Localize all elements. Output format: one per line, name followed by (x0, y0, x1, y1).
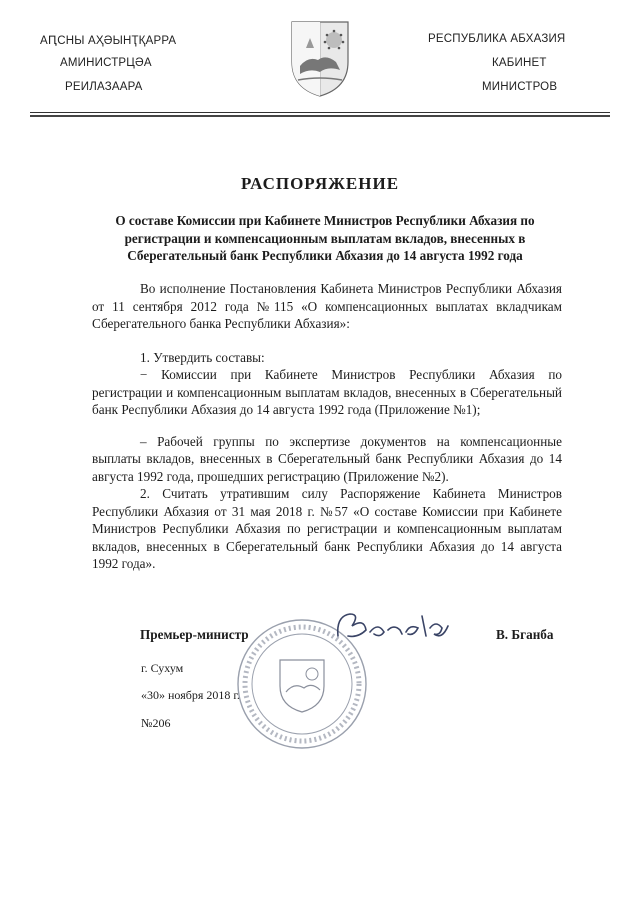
document-number: №206 (141, 716, 171, 730)
preamble-paragraph: Во исполнение Постановления Кабинета Министров Республики Абхазия от 11 сентября 2012 года №115 «О компенсационных выплатах вкладчикам Сберегательного банка Республики Абхазия»: (92, 281, 562, 331)
signature-scribble (330, 606, 470, 652)
document-subject: О составе Комиссии при Кабинете Министров Республики Абхазия по регистрации и компенсационным выплатам вкладов, внесенных в Сберегательный банк Республики Абхазия до 14 августа 1992 года (115, 213, 535, 263)
item-1-b: – Рабочей группы по экспертизе документов на компенсационные выплаты вкладов, внесенных в Сберегательный банк Республики Абхазия до 14 августа 1992 года, прошедших регистрацию (Приложение №2). (92, 433, 562, 484)
item-1-a: − Комиссии при Кабинете Министров Республики Абхазия по регистрации и компенсационным выплатам вкладов, внесенных в Сберегательный банк Республики Абхазия до 14 августа 1992 года (Приложение №1); (92, 367, 562, 417)
header-right-line-1: РЕСПУБЛИКА АБХАЗИЯ (428, 33, 566, 45)
header-right-line-3: МИНИСТРОВ (482, 81, 558, 93)
issue-city: г. Сухум (141, 661, 184, 675)
document-title: РАСПОРЯЖЕНИЕ (240, 174, 400, 193)
signatory-position: Премьер-министр (140, 627, 249, 642)
header-left-line-3: РЕИЛАЗААРА (65, 81, 143, 93)
item-1-heading: 1. Утвердить составы: (140, 349, 265, 365)
header-rule-top (30, 112, 610, 113)
item-2: 2. Считать утратившим силу Распоряжение Кабинета Министров Республики Абхазия от 31 мая 2018 г. №57 «О составе Комиссии при Кабинете Министров Республики Абхазия по регистрации и компенсационным выплатам вкладов, внесенных в Сберегательный банк Республики Абхазия до 14 августа 1992 года». (92, 486, 562, 571)
header-left-line-1: АԤСНЫ АҲӘЫНҬҚАРРА (40, 35, 177, 47)
coat-of-arms-icon (288, 18, 352, 98)
issue-date: «30» ноября 2018 г. (141, 688, 240, 702)
header-right-line-2: КАБИНЕТ (492, 57, 547, 69)
header-left-line-2: АМИНИСТРЦӘА (60, 57, 152, 69)
header-rule-bottom (30, 115, 610, 117)
document-body (92, 280, 562, 573)
signatory-name: В. Бганба (496, 627, 554, 642)
